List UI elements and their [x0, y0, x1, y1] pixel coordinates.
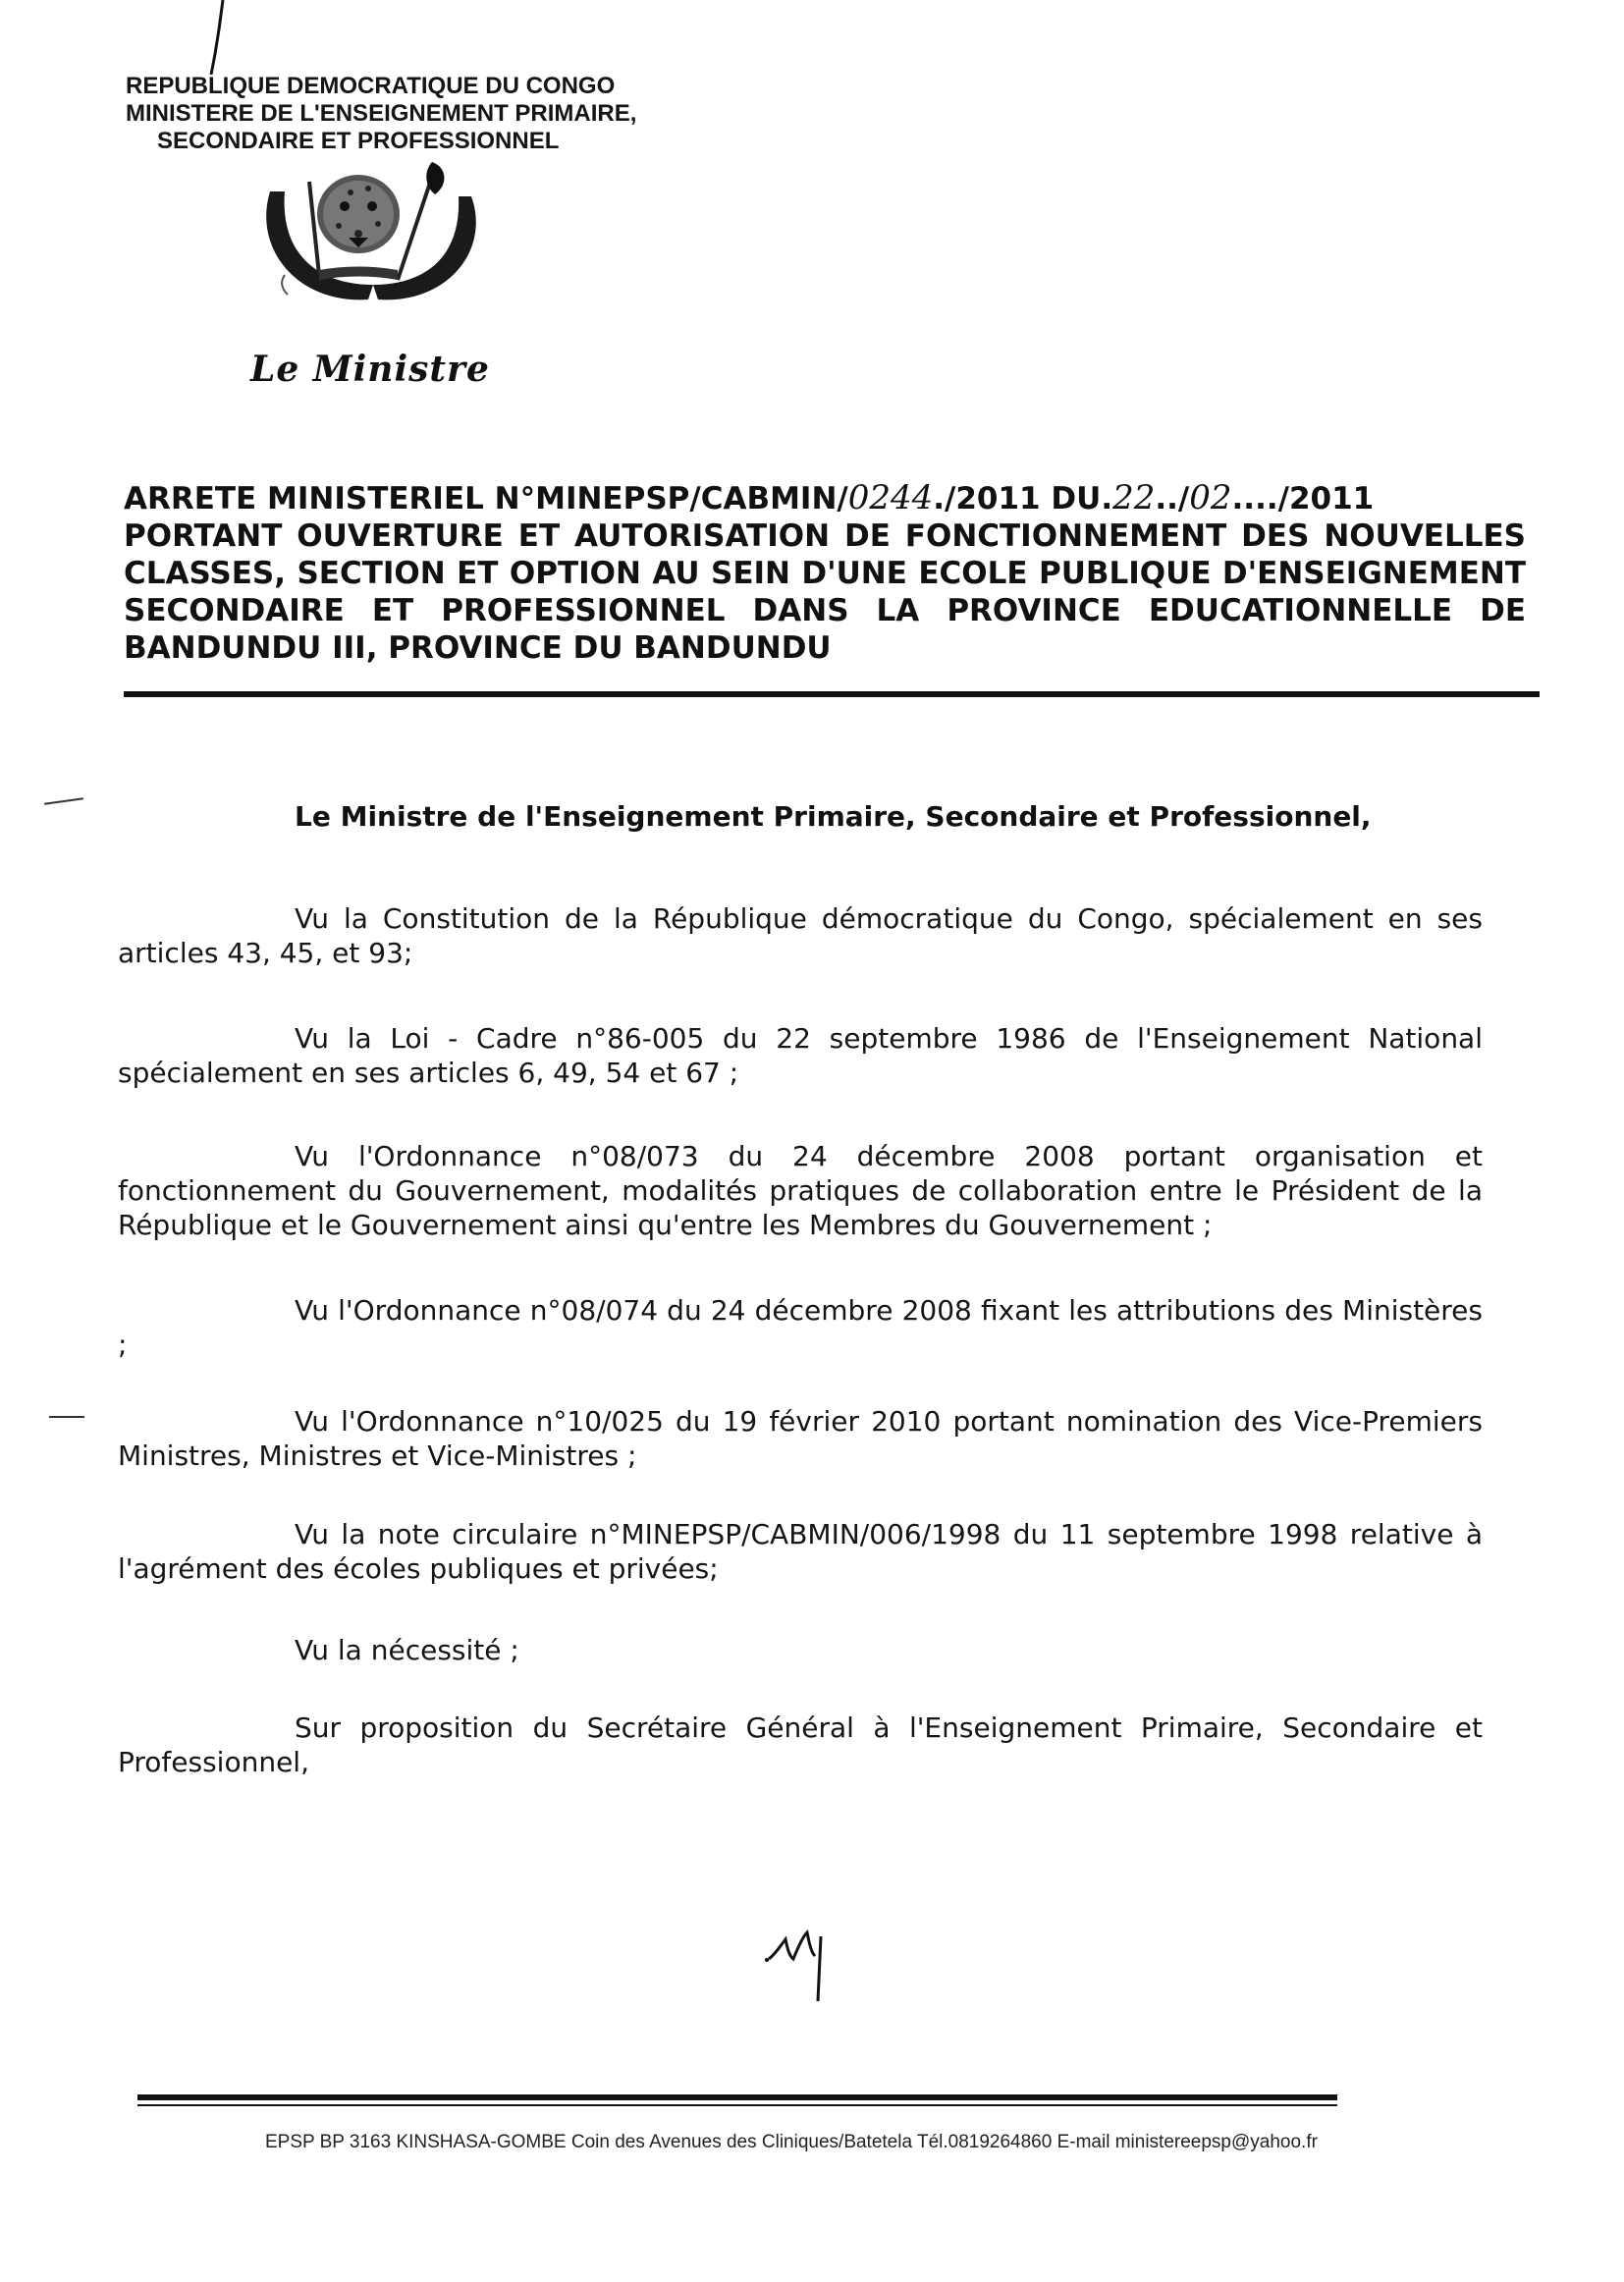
arrete-handwritten-number: 0244 [847, 478, 934, 517]
arrete-ref-block [124, 479, 1374, 517]
arrete-subject-line: SECONDAIRE ET PROFESSIONNEL DANS LA PROVINCE EDUCATIONNELLE DE [124, 593, 1526, 628]
margin-scan-mark [49, 1416, 84, 1418]
arrete-ref-end: ..../2011 [1231, 481, 1375, 516]
arrete-subject-line: BANDUNDU III, PROVINCE DU BANDUNDU [124, 630, 832, 666]
arrete-reference [124, 479, 1526, 517]
arrete-ref-sep: ../ [1155, 481, 1190, 516]
considerant-paragraph: Sur proposition du Secrétaire Général à l'Enseignement Primaire, Secondaire et Professionnel, [118, 1712, 1483, 1778]
arrete-handwritten-day: 22 [1112, 478, 1156, 517]
ministry-name-line1: MINISTERE DE L'ENSEIGNEMENT PRIMAIRE, [126, 100, 637, 127]
minister-title: Le Ministre [250, 349, 490, 390]
handwritten-initials-icon [764, 1915, 842, 2003]
title-divider [124, 691, 1540, 697]
arrete-subject-line: CLASSES, SECTION ET OPTION AU SEIN D'UNE ECOLE PUBLIQUE D'ENSEIGNEMENT [124, 556, 1526, 591]
letterhead [126, 73, 636, 155]
arrete-ref-year: ./2011 DU. [933, 481, 1113, 516]
considerant-paragraph: Vu la nécessité ; [295, 1634, 519, 1666]
coat-of-arms-leopard-icon [250, 157, 496, 334]
arrete-handwritten-month: 02 [1189, 478, 1232, 517]
arrete-ref-prefix: ARRETE MINISTERIEL N°MINEPSP/CABMIN/ [124, 481, 848, 516]
considerant-paragraph: Vu la note circulaire n°MINEPSP/CABMIN/006/1998 du 11 septembre 1998 relative à l'agrément des écoles publiques et privées; [118, 1518, 1483, 1585]
footer-divider [137, 2104, 1337, 2106]
ministry-name-line2: SECONDAIRE ET PROFESSIONNEL [157, 128, 560, 154]
considerant-paragraph: Vu l'Ordonnance n°08/073 du 24 décembre 2008 portant organisation et fonctionnement du Gouvernement, modalités pratiques de collaboration entre le Président de la République et le Gouvernement ainsi qu'entre les Membres du Gouvernement ; [118, 1140, 1483, 1241]
footer-divider [137, 2094, 1337, 2100]
considerant-paragraph: Vu la Loi - Cadre n°86-005 du 22 septembre 1986 de l'Enseignement National spécialement en ses articles 6, 49, 54 et 67 ; [118, 1022, 1483, 1089]
considerant-paragraph: Vu l'Ordonnance n°10/025 du 19 février 2010 portant nomination des Vice-Premiers Ministres, Ministres et Vice-Ministres ; [118, 1405, 1483, 1472]
considerant-paragraph: Vu la Constitution de la République démocratique du Congo, spécialement en ses articles 43, 45, et 93; [118, 902, 1483, 969]
arrete-title [124, 479, 1526, 667]
footer-address: EPSP BP 3163 KINSHASA-GOMBE Coin des Avenues des Cliniques/Batetela Tél.0819264860 E-mail ministereepsp@yahoo.fr [265, 2132, 1318, 2152]
minister-heading: Le Ministre de l'Enseignement Primaire, Secondaire et Professionnel, [295, 800, 1372, 833]
margin-scan-mark [44, 797, 83, 805]
pen-stroke-mark [201, 0, 231, 79]
arrete-subject-line: PORTANT OUVERTURE ET AUTORISATION DE FONCTIONNEMENT DES NOUVELLES [124, 518, 1526, 554]
considerant-paragraph: Vu l'Ordonnance n°08/074 du 24 décembre 2008 fixant les attributions des Ministères ; [118, 1294, 1483, 1361]
country-name: REPUBLIQUE DEMOCRATIQUE DU CONGO [126, 73, 616, 99]
